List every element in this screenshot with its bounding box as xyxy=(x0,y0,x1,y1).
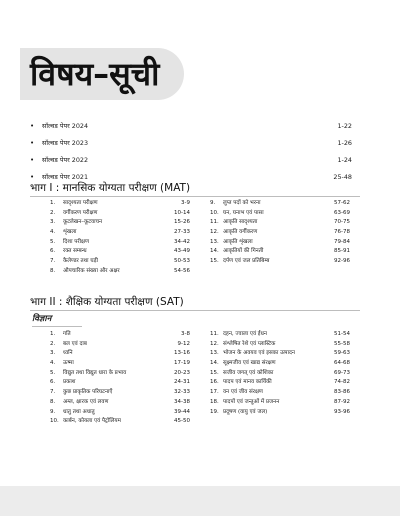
entry-title: ऊष्मा xyxy=(63,360,74,367)
page-range: 70-75 xyxy=(334,219,350,226)
bullet-icon: • xyxy=(30,156,35,164)
entry-number: 14. xyxy=(210,248,219,255)
page-range: 39-44 xyxy=(174,408,190,415)
page-range: 20-23 xyxy=(174,369,190,376)
toc-entry xyxy=(210,247,350,257)
entry-number: 13. xyxy=(210,350,219,357)
entry-number: 2. xyxy=(50,209,56,216)
entry-number: 10. xyxy=(210,209,219,216)
entry-title: प्रकाश xyxy=(63,379,76,386)
page-range: 87-92 xyxy=(334,398,350,405)
page-range: 79-84 xyxy=(334,238,350,245)
entry-number: 17. xyxy=(210,389,219,396)
entry-title: सजीव जगत् एवं कोशिका xyxy=(223,369,274,376)
entry-title: दर्पण एवं जल प्रतिबिम्ब xyxy=(223,258,270,265)
entry-number: 5. xyxy=(50,369,56,376)
toc-entry xyxy=(50,398,190,408)
page-range: 34-42 xyxy=(174,238,190,245)
page-range: 76-78 xyxy=(334,229,350,236)
page-range: 50-53 xyxy=(174,258,190,265)
toc-entry xyxy=(210,257,350,267)
entry-number: 7. xyxy=(50,258,56,265)
page-range: 25-48 xyxy=(333,173,352,181)
page-range: 9-12 xyxy=(177,340,190,347)
entry-title: आकृति वर्गीकरण xyxy=(223,229,258,236)
entry-number: 16. xyxy=(210,379,219,386)
entry-number: 3. xyxy=(50,219,56,226)
entry-title: दिशा परीक्षण xyxy=(63,238,89,245)
entry-number: 15. xyxy=(210,258,219,265)
toc-entry xyxy=(210,378,350,388)
entry-number: 14. xyxy=(210,360,219,367)
entry-title: पादप एवं मानव कार्यिकी xyxy=(223,379,272,386)
entry-number: 11. xyxy=(210,219,219,226)
page-range: 43-49 xyxy=(174,248,190,255)
toc-entry xyxy=(50,238,190,248)
entry-number: 4. xyxy=(50,360,56,367)
toc-entry xyxy=(210,408,350,418)
title-banner xyxy=(20,48,184,100)
toc-entry xyxy=(50,378,190,388)
page-footer-band xyxy=(0,486,400,516)
toc-entry xyxy=(210,388,350,398)
page-range: 92-96 xyxy=(334,258,350,265)
part1-heading: भाग I : मानसिक योग्यता परीक्षण (MAT) xyxy=(30,182,191,194)
page-range: 57-62 xyxy=(334,200,350,206)
page-range: 3-8 xyxy=(181,331,190,337)
page-range: 3-9 xyxy=(181,200,190,206)
subject-underline xyxy=(32,326,82,327)
paper-name: सॉल्वड पेपर 2023 xyxy=(42,139,89,147)
page-range: 45-50 xyxy=(174,418,190,425)
solved-papers-list xyxy=(30,118,352,186)
entry-title: बल एवं दाब xyxy=(63,340,87,347)
subject-label-science: विज्ञान xyxy=(32,314,52,324)
page-range: 59-63 xyxy=(334,350,350,357)
solved-paper-row xyxy=(30,135,352,152)
page-range: 10-14 xyxy=(174,209,190,216)
part2-left-column xyxy=(50,330,190,427)
entry-title: रक्त सम्बन्ध xyxy=(63,248,87,255)
entry-number: 8. xyxy=(50,398,56,405)
entry-number: 6. xyxy=(50,248,56,255)
part2-right-column xyxy=(210,330,350,417)
part2-divider xyxy=(30,310,360,311)
page-range: 27-33 xyxy=(174,229,190,236)
entry-title: कैलेण्डर तथा घड़ी xyxy=(63,258,98,265)
toc-entry xyxy=(50,340,190,350)
page-range: 13-16 xyxy=(174,350,190,357)
toc-entry xyxy=(210,330,350,340)
entry-title: आकृति शृंखला xyxy=(223,238,253,245)
page-range: 1-26 xyxy=(337,139,352,147)
toc-entry xyxy=(50,417,190,427)
part1-right-column xyxy=(210,199,350,267)
paper-name: सॉल्वड पेपर 2021 xyxy=(42,173,89,181)
entry-number: 1. xyxy=(50,331,56,337)
entry-number: 9. xyxy=(210,200,216,206)
toc-entry xyxy=(210,199,350,209)
part2-heading: भाग II : शैक्षिक योग्यता परीक्षण (SAT) xyxy=(30,296,184,308)
entry-number: 5. xyxy=(50,238,56,245)
entry-title: शृंखला xyxy=(63,229,77,236)
page-range: 34-38 xyxy=(174,398,190,405)
entry-number: 11. xyxy=(210,331,219,337)
entry-title: अम्ल, क्षारक एवं लवण xyxy=(63,398,109,405)
entry-number: 9. xyxy=(50,408,56,415)
part1-divider xyxy=(30,196,360,197)
toc-entry xyxy=(50,257,190,267)
toc-entry xyxy=(50,247,190,257)
page-range: 15-26 xyxy=(174,219,190,226)
page-range: 69-73 xyxy=(334,369,350,376)
toc-entry xyxy=(210,369,350,379)
entry-title: वर्गीकरण परीक्षण xyxy=(63,209,98,216)
entry-title: कुछ प्राकृतिक परिघटनाएँ xyxy=(63,389,113,396)
entry-title: सादृश्यता परीक्षण xyxy=(63,200,98,206)
toc-entry xyxy=(50,330,190,340)
entry-title: कार्बन, कोयला एवं पैट्रोलियम xyxy=(63,418,121,425)
page-range: 1-24 xyxy=(337,156,352,164)
entry-title: संश्लेषित रेशे एवं प्लास्टिक xyxy=(223,340,276,347)
entry-number: 3. xyxy=(50,350,56,357)
toc-entry xyxy=(210,228,350,238)
entry-number: 4. xyxy=(50,229,56,236)
entry-title: सूक्ष्मजीव एवं खाद्य संरक्षण xyxy=(223,360,276,367)
toc-entry xyxy=(210,238,350,248)
entry-title: दहन, ज्वाला एवं ईंधन xyxy=(223,331,267,337)
entry-title: धातु तथा अधातु xyxy=(63,408,95,415)
toc-entry xyxy=(210,209,350,219)
page-range: 85-91 xyxy=(334,248,350,255)
page-range: 55-58 xyxy=(334,340,350,347)
toc-entry xyxy=(50,359,190,369)
bullet-icon: • xyxy=(30,122,35,130)
page-range: 93-96 xyxy=(334,408,350,415)
entry-title: ध्वनि xyxy=(63,350,73,357)
page-range: 74-82 xyxy=(334,379,350,386)
bullet-icon: • xyxy=(30,139,35,147)
entry-number: 8. xyxy=(50,267,56,274)
part1-left-column xyxy=(50,199,190,277)
entry-title: लुप्त पदों को भरना xyxy=(223,200,261,206)
page-range: 63-69 xyxy=(334,209,350,216)
entry-title: आकृतियों की गिनती xyxy=(223,248,264,255)
toc-entry xyxy=(210,398,350,408)
entry-title: कूटलेखन–कूटवाचन xyxy=(63,219,103,226)
toc-entry xyxy=(50,369,190,379)
toc-entry xyxy=(210,349,350,359)
entry-title: प्रदूषण (वायु एवं जल) xyxy=(223,408,268,415)
entry-title: विद्युत तथा विद्युत धारा के प्रभाव xyxy=(63,369,127,376)
toc-entry xyxy=(50,228,190,238)
toc-entry xyxy=(50,349,190,359)
entry-number: 18. xyxy=(210,398,219,405)
toc-entry xyxy=(210,359,350,369)
entry-title: पादपों एवं जन्तुओं में प्रजनन xyxy=(223,398,280,405)
entry-title: औपचारिक संख्या और अक्षर xyxy=(63,267,120,274)
entry-number: 19. xyxy=(210,408,219,415)
entry-number: 12. xyxy=(210,229,219,236)
toc-entry xyxy=(210,340,350,350)
toc-entry xyxy=(50,267,190,277)
entry-number: 13. xyxy=(210,238,219,245)
entry-title: घन, घनाभ एवं पासा xyxy=(223,209,264,216)
page-range: 54-56 xyxy=(174,267,190,274)
toc-entry xyxy=(50,388,190,398)
entry-number: 10. xyxy=(50,418,59,425)
page-range: 1-22 xyxy=(337,122,352,130)
entry-number: 12. xyxy=(210,340,219,347)
solved-paper-row xyxy=(30,118,352,135)
page-title: विषय–सूची xyxy=(30,55,160,93)
page-range: 64-68 xyxy=(334,360,350,367)
page-range: 17-19 xyxy=(174,360,190,367)
page-range: 51-54 xyxy=(334,331,350,337)
toc-entry xyxy=(50,408,190,418)
paper-name: सॉल्वड पेपर 2024 xyxy=(42,122,89,130)
entry-title: वन एवं जीव संरक्षण xyxy=(223,389,263,396)
paper-name: सॉल्वड पेपर 2022 xyxy=(42,156,89,164)
entry-title: आकृति सादृश्यता xyxy=(223,219,258,226)
page-range: 83-86 xyxy=(334,389,350,396)
bullet-icon: • xyxy=(30,173,35,181)
toc-entry xyxy=(50,218,190,228)
toc-entry xyxy=(50,199,190,209)
page-range: 24-31 xyxy=(174,379,190,386)
toc-entry xyxy=(210,218,350,228)
entry-number: 2. xyxy=(50,340,56,347)
page-range: 32-33 xyxy=(174,389,190,396)
entry-number: 7. xyxy=(50,389,56,396)
solved-paper-row xyxy=(30,152,352,169)
entry-number: 6. xyxy=(50,379,56,386)
entry-number: 15. xyxy=(210,369,219,376)
entry-number: 1. xyxy=(50,200,56,206)
entry-title: भोजन के अवयव एवं इसका उत्पादन xyxy=(223,350,295,357)
entry-title: गति xyxy=(63,331,71,337)
toc-entry xyxy=(50,209,190,219)
